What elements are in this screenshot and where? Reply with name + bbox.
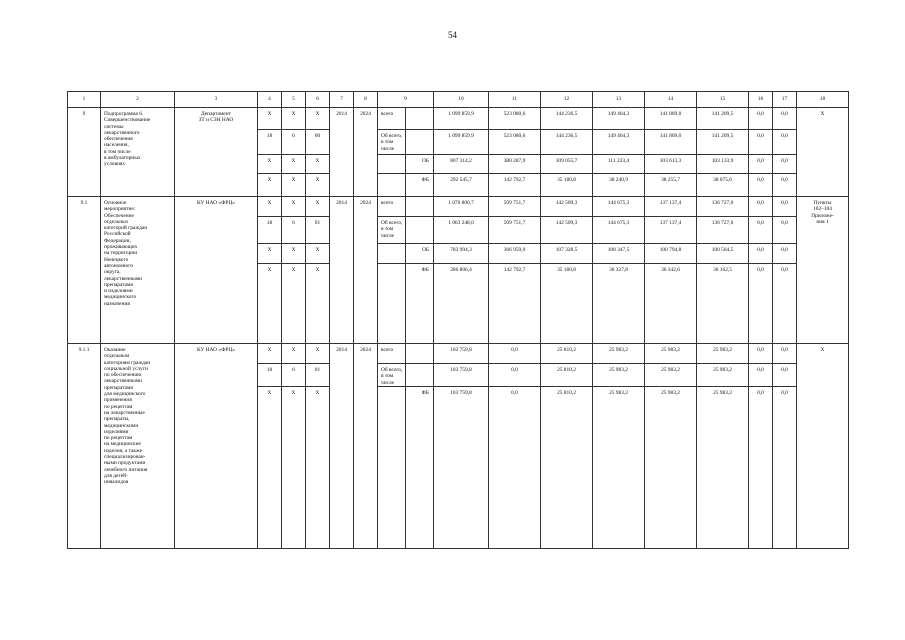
amount-cell: 25 810,2 bbox=[541, 386, 593, 548]
description-cell: Основное мероприятие: Обеспечение отдельных категорий граждан Российской Федерации, проживающих на территории Ненецкого автономного округа, лекарственными препаратами и изделиями медицинского назначения bbox=[101, 197, 175, 344]
funding-source-cell bbox=[406, 344, 434, 364]
amount-cell: 103 759,8 bbox=[434, 344, 489, 364]
amount-cell: 36 342,6 bbox=[645, 264, 697, 344]
amount-cell: 509 751,7 bbox=[489, 217, 541, 244]
amount-cell: 25 983,2 bbox=[697, 386, 749, 548]
table-row bbox=[68, 197, 849, 217]
code-cell: 01 bbox=[306, 217, 330, 244]
amount-cell: 149 464,3 bbox=[593, 130, 645, 155]
amount-cell: 0,0 bbox=[489, 344, 541, 364]
amount-cell: 103 613,3 bbox=[645, 155, 697, 174]
amount-cell: 103 759,8 bbox=[434, 386, 489, 548]
amount-cell: 103 759,8 bbox=[434, 364, 489, 387]
code-cell: X bbox=[282, 344, 306, 364]
amount-cell: 136 727,0 bbox=[697, 197, 749, 217]
amount-cell: 38 255,7 bbox=[645, 174, 697, 197]
amount-cell: 25 983,2 bbox=[697, 364, 749, 387]
code-cell: X bbox=[258, 174, 282, 197]
amount-cell: 142 792,7 bbox=[489, 174, 541, 197]
amount-cell: 142 509,3 bbox=[541, 197, 593, 217]
funding-source-cell: ФБ bbox=[406, 264, 434, 344]
amount-cell: 523 080,6 bbox=[489, 130, 541, 155]
column-number-cell: 9 bbox=[378, 92, 434, 108]
amount-cell: 0,0 bbox=[749, 130, 773, 155]
code-cell: 01 bbox=[306, 364, 330, 387]
start-year-cell: 2014 bbox=[330, 344, 354, 549]
funding-label-cell bbox=[378, 174, 406, 197]
description-cell: Подпрограмма 6. Совершенствование системы лекарственного обеспечения населения, в том числе в амбулаторных условиях bbox=[101, 108, 175, 197]
amount-cell: 108 347,5 bbox=[593, 244, 645, 264]
amount-cell: 100 794,8 bbox=[645, 244, 697, 264]
column-number-cell: 1 bbox=[68, 92, 101, 108]
amount-cell: 523 080,6 bbox=[489, 108, 541, 130]
code-cell: X bbox=[282, 197, 306, 217]
amount-cell: 0,0 bbox=[489, 386, 541, 548]
amount-cell: 0,0 bbox=[773, 197, 797, 217]
amount-cell: 25 983,2 bbox=[593, 386, 645, 548]
code-cell: X bbox=[282, 386, 306, 548]
column-number-cell: 8 bbox=[354, 92, 378, 108]
amount-cell: 1 063 248,0 bbox=[434, 217, 489, 244]
amount-cell: 0,0 bbox=[773, 364, 797, 387]
amount-cell: 144 675,3 bbox=[593, 217, 645, 244]
amount-cell: 1 070 800,7 bbox=[434, 197, 489, 217]
amount-cell: 25 810,2 bbox=[541, 344, 593, 364]
code-cell: X bbox=[258, 344, 282, 364]
amount-cell: 0,0 bbox=[749, 108, 773, 130]
code-cell: 6 bbox=[282, 364, 306, 387]
amount-cell: 142 509,3 bbox=[541, 217, 593, 244]
code-cell: X bbox=[306, 264, 330, 344]
amount-cell: 366 959,0 bbox=[489, 244, 541, 264]
amount-cell: 100 564,5 bbox=[697, 244, 749, 264]
amount-cell: 0,0 bbox=[749, 364, 773, 387]
column-number-cell: 11 bbox=[489, 92, 541, 108]
code-cell: 18 bbox=[258, 217, 282, 244]
amount-cell: 137 137,4 bbox=[645, 197, 697, 217]
funding-label-cell: всего bbox=[378, 197, 406, 217]
funding-source-cell: ОБ bbox=[406, 155, 434, 174]
code-cell: X bbox=[306, 174, 330, 197]
amount-cell: 0,0 bbox=[773, 155, 797, 174]
executor-cell: КУ НАО «ФРЦ» bbox=[175, 197, 258, 344]
amount-cell: 38 075,6 bbox=[697, 174, 749, 197]
funding-label-cell: Об всего, в том числе bbox=[378, 130, 406, 155]
amount-cell: 0,0 bbox=[773, 174, 797, 197]
funding-label-cell: Об всего, в том числе bbox=[378, 217, 406, 244]
amount-cell: 0,0 bbox=[773, 386, 797, 548]
code-cell: X bbox=[306, 197, 330, 217]
code-cell: 6 bbox=[282, 217, 306, 244]
column-number-cell: 3 bbox=[175, 92, 258, 108]
code-cell: X bbox=[258, 155, 282, 174]
amount-cell: 141 869,0 bbox=[645, 108, 697, 130]
end-year-cell: 2024 bbox=[354, 108, 378, 197]
code-cell: X bbox=[282, 174, 306, 197]
amount-cell: 111 223,4 bbox=[593, 155, 645, 174]
amount-cell: 25 983,2 bbox=[645, 344, 697, 364]
end-year-cell: 2024 bbox=[354, 197, 378, 344]
amount-cell: 0,0 bbox=[749, 174, 773, 197]
code-cell: X bbox=[282, 244, 306, 264]
amount-cell: 35 180,8 bbox=[541, 174, 593, 197]
amount-cell: 0,0 bbox=[773, 130, 797, 155]
amount-cell: 141 209,5 bbox=[697, 108, 749, 130]
amount-cell: 25 983,2 bbox=[593, 364, 645, 387]
code-cell: X bbox=[258, 197, 282, 217]
funding-source-cell bbox=[406, 217, 434, 244]
row-number-cell: 9.1.1 bbox=[68, 344, 101, 549]
column-number-cell: 6 bbox=[306, 92, 330, 108]
funding-source-cell: ОБ bbox=[406, 244, 434, 264]
column-number-cell: 16 bbox=[749, 92, 773, 108]
description-cell: Оказание отдельным категориям граждан социальной услуги по обеспечению лекарственными препаратами для медицинского применения по рецептам на лекарственные препараты, медицинскими изделиями по рецептам на медицинские изделия, а также специализирован- ными продуктами лечебного питания для детей- инвалидов bbox=[101, 344, 175, 549]
column-number-cell: 2 bbox=[101, 92, 175, 108]
page-number: 54 bbox=[448, 30, 457, 40]
amount-cell: 1 099 859,9 bbox=[434, 130, 489, 155]
column-number-cell: 10 bbox=[434, 92, 489, 108]
note-cell: X bbox=[797, 108, 849, 197]
code-cell: X bbox=[282, 108, 306, 130]
column-number-row bbox=[68, 92, 849, 108]
column-number-cell: 12 bbox=[541, 92, 593, 108]
column-number-cell: 13 bbox=[593, 92, 645, 108]
amount-cell: 137 137,4 bbox=[645, 217, 697, 244]
amount-cell: 0,0 bbox=[749, 386, 773, 548]
end-year-cell: 2024 bbox=[354, 344, 378, 549]
funding-label-cell bbox=[378, 386, 406, 548]
funding-source-cell: ФБ bbox=[406, 386, 434, 548]
amount-cell: 0,0 bbox=[773, 108, 797, 130]
column-number-cell: 7 bbox=[330, 92, 354, 108]
amount-cell: 292 545,7 bbox=[434, 174, 489, 197]
table-row bbox=[68, 108, 849, 130]
amount-cell: 380 287,9 bbox=[489, 155, 541, 174]
note-cell: Пункты 102–104 Приложе- ния 1 bbox=[797, 197, 849, 344]
amount-cell: 0,0 bbox=[749, 217, 773, 244]
amount-cell: 142 792,7 bbox=[489, 264, 541, 344]
amount-cell: 0,0 bbox=[773, 244, 797, 264]
code-cell: X bbox=[282, 155, 306, 174]
executor-cell: Департамент ЗТ и СЗН НАО bbox=[175, 108, 258, 197]
amount-cell: 1 099 859,9 bbox=[434, 108, 489, 130]
funding-label-cell: Об всего, в том числе bbox=[378, 364, 406, 387]
column-number-cell: 18 bbox=[797, 92, 849, 108]
code-cell: 18 bbox=[258, 130, 282, 155]
start-year-cell: 2014 bbox=[330, 108, 354, 197]
amount-cell: 107 328,5 bbox=[541, 244, 593, 264]
column-number-cell: 4 bbox=[258, 92, 282, 108]
funding-label-cell bbox=[378, 244, 406, 264]
executor-cell: КУ НАО «ФРЦ» bbox=[175, 344, 258, 549]
amount-cell: 141 209,5 bbox=[697, 130, 749, 155]
amount-cell: 0,0 bbox=[749, 264, 773, 344]
code-cell: 18 bbox=[258, 364, 282, 387]
note-cell: X bbox=[797, 344, 849, 549]
amount-cell: 25 983,2 bbox=[593, 344, 645, 364]
amount-cell: 0,0 bbox=[773, 264, 797, 344]
funding-source-cell bbox=[406, 364, 434, 387]
code-cell: X bbox=[258, 108, 282, 130]
amount-cell: 144 675,3 bbox=[593, 197, 645, 217]
amount-cell: 149 464,3 bbox=[593, 108, 645, 130]
amount-cell: 0,0 bbox=[489, 364, 541, 387]
amount-cell: 509 751,7 bbox=[489, 197, 541, 217]
funding-label-cell bbox=[378, 155, 406, 174]
amount-cell: 144 236,5 bbox=[541, 108, 593, 130]
amount-cell: 0,0 bbox=[749, 155, 773, 174]
amount-cell: 36 327,8 bbox=[593, 264, 645, 344]
amount-cell: 0,0 bbox=[749, 197, 773, 217]
column-number-cell: 5 bbox=[282, 92, 306, 108]
amount-cell: 136 727,0 bbox=[697, 217, 749, 244]
budget-table bbox=[67, 91, 849, 549]
code-cell: X bbox=[306, 344, 330, 364]
column-number-cell: 14 bbox=[645, 92, 697, 108]
funding-label-cell bbox=[378, 264, 406, 344]
code-cell: X bbox=[282, 264, 306, 344]
row-number-cell: 9.1 bbox=[68, 197, 101, 344]
amount-cell: 25 810,2 bbox=[541, 364, 593, 387]
code-cell: X bbox=[306, 108, 330, 130]
column-number-cell: 15 bbox=[697, 92, 749, 108]
amount-cell: 807 314,2 bbox=[434, 155, 489, 174]
code-cell: X bbox=[306, 386, 330, 548]
code-cell: X bbox=[258, 386, 282, 548]
code-cell: X bbox=[306, 155, 330, 174]
amount-cell: 109 055,7 bbox=[541, 155, 593, 174]
amount-cell: 0,0 bbox=[749, 244, 773, 264]
funding-source-cell: ФБ bbox=[406, 174, 434, 197]
funding-source-cell bbox=[406, 108, 434, 130]
start-year-cell: 2014 bbox=[330, 197, 354, 344]
funding-label-cell: всего bbox=[378, 344, 406, 364]
amount-cell: 38 240,9 bbox=[593, 174, 645, 197]
funding-source-cell bbox=[406, 197, 434, 217]
amount-cell: 36 162,5 bbox=[697, 264, 749, 344]
amount-cell: 103 133,9 bbox=[697, 155, 749, 174]
amount-cell: 25 983,2 bbox=[697, 344, 749, 364]
amount-cell: 144 236,5 bbox=[541, 130, 593, 155]
code-cell: X bbox=[306, 244, 330, 264]
amount-cell: 141 869,0 bbox=[645, 130, 697, 155]
code-cell: 6 bbox=[282, 130, 306, 155]
funding-source-cell bbox=[406, 130, 434, 155]
code-cell: X bbox=[258, 244, 282, 264]
row-number-cell: 9 bbox=[68, 108, 101, 197]
amount-cell: 286 806,4 bbox=[434, 264, 489, 344]
code-cell: X bbox=[258, 264, 282, 344]
amount-cell: 25 983,2 bbox=[645, 386, 697, 548]
amount-cell: 0,0 bbox=[773, 344, 797, 364]
amount-cell: 0,0 bbox=[773, 217, 797, 244]
amount-cell: 783 994,3 bbox=[434, 244, 489, 264]
table-row bbox=[68, 344, 849, 364]
amount-cell: 25 983,2 bbox=[645, 364, 697, 387]
code-cell: 00 bbox=[306, 130, 330, 155]
column-number-cell: 17 bbox=[773, 92, 797, 108]
amount-cell: 35 180,8 bbox=[541, 264, 593, 344]
amount-cell: 0,0 bbox=[749, 344, 773, 364]
funding-label-cell: всего bbox=[378, 108, 406, 130]
